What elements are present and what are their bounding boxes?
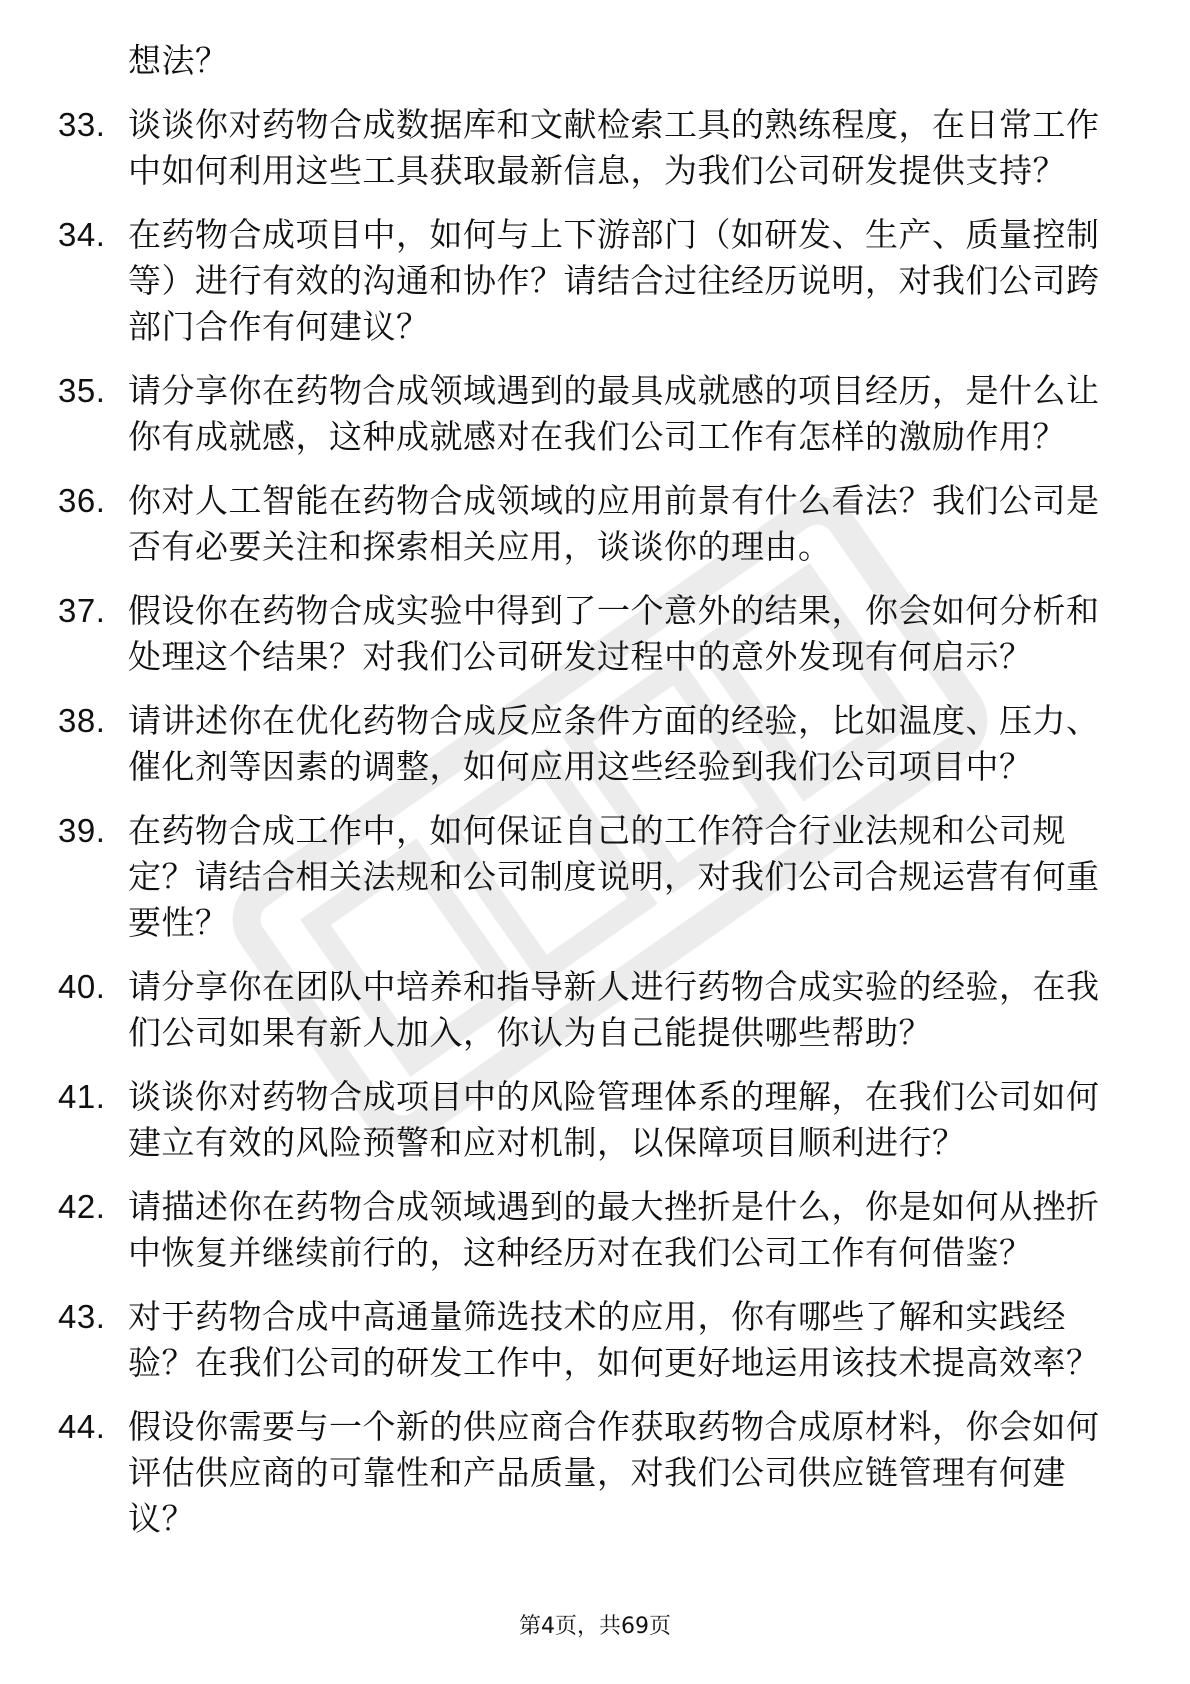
question-item [0, 964, 1190, 1056]
question-number: 40. [58, 968, 106, 1005]
question-number: 43. [58, 1298, 106, 1335]
question-item [0, 102, 1190, 194]
question-number: 33. [58, 106, 106, 143]
question-number: 36. [58, 482, 106, 519]
question-text: 请分享你在团队中培养和指导新人进行药物合成实验的经验，在我们公司如果有新人加入，你认为自己能提供哪些帮助？ [128, 967, 1100, 1052]
question-item [0, 1074, 1190, 1166]
question-text: 假设你需要与一个新的供应商合作获取药物合成原材料，你会如何评估供应商的可靠性和产品质量，对我们公司供应链管理有何建议？ [128, 1407, 1100, 1538]
question-text: 请描述你在药物合成领域遇到的最大挫折是什么，你是如何从挫折中恢复并继续前行的，这种经历对在我们公司工作有何借鉴？ [128, 1187, 1100, 1272]
question-number: 44. [58, 1408, 106, 1445]
question-item [0, 368, 1190, 460]
question-text: 请分享你在药物合成领域遇到的最具成就感的项目经历，是什么让你有成就感，这种成就感对在我们公司工作有怎样的激励作用？ [128, 371, 1100, 456]
page-footer: 第4页，共69页 [519, 1614, 671, 1639]
question-number: 38. [58, 702, 106, 739]
continuation-text [0, 38, 1190, 84]
question-number: 34. [58, 216, 106, 253]
question-text: 谈谈你对药物合成数据库和文献检索工具的熟练程度，在日常工作中如何利用这些工具获取最新信息，为我们公司研发提供支持？ [128, 105, 1100, 190]
question-text: 对于药物合成中高通量筛选技术的应用，你有哪些了解和实践经验？在我们公司的研发工作中，如何更好地运用该技术提高效率？ [128, 1297, 1100, 1382]
question-item [0, 1184, 1190, 1276]
question-item [0, 698, 1190, 790]
question-item [0, 212, 1190, 350]
question-number: 41. [58, 1078, 106, 1115]
question-text: 在药物合成项目中，如何与上下游部门（如研发、生产、质量控制等）进行有效的沟通和协作？请结合过往经历说明，对我们公司跨部门合作有何建议？ [128, 215, 1100, 346]
question-item [0, 478, 1190, 570]
question-number: 42. [58, 1188, 106, 1225]
question-list [0, 38, 1190, 1560]
question-item [0, 588, 1190, 680]
question-number: 39. [58, 812, 106, 849]
question-text: 请讲述你在优化药物合成反应条件方面的经验，比如温度、压力、催化剂等因素的调整，如何应用这些经验到我们公司项目中？ [128, 701, 1100, 786]
question-number: 37. [58, 592, 106, 629]
question-text: 在药物合成工作中，如何保证自己的工作符合行业法规和公司规定？请结合相关法规和公司制度说明，对我们公司合规运营有何重要性？ [128, 811, 1100, 942]
question-item [0, 1294, 1190, 1386]
question-item [0, 1404, 1190, 1542]
question-text: 假设你在药物合成实验中得到了一个意外的结果，你会如何分析和处理这个结果？对我们公司研发过程中的意外发现有何启示？ [128, 591, 1100, 676]
question-text: 你对人工智能在药物合成领域的应用前景有什么看法？我们公司是否有必要关注和探索相关应用，谈谈你的理由。 [128, 481, 1100, 566]
question-item [0, 808, 1190, 946]
question-text: 谈谈你对药物合成项目中的风险管理体系的理解，在我们公司如何建立有效的风险预警和应对机制，以保障项目顺利进行？ [128, 1077, 1100, 1162]
continuation-line: 想法？ [128, 41, 229, 80]
question-number: 35. [58, 372, 106, 409]
